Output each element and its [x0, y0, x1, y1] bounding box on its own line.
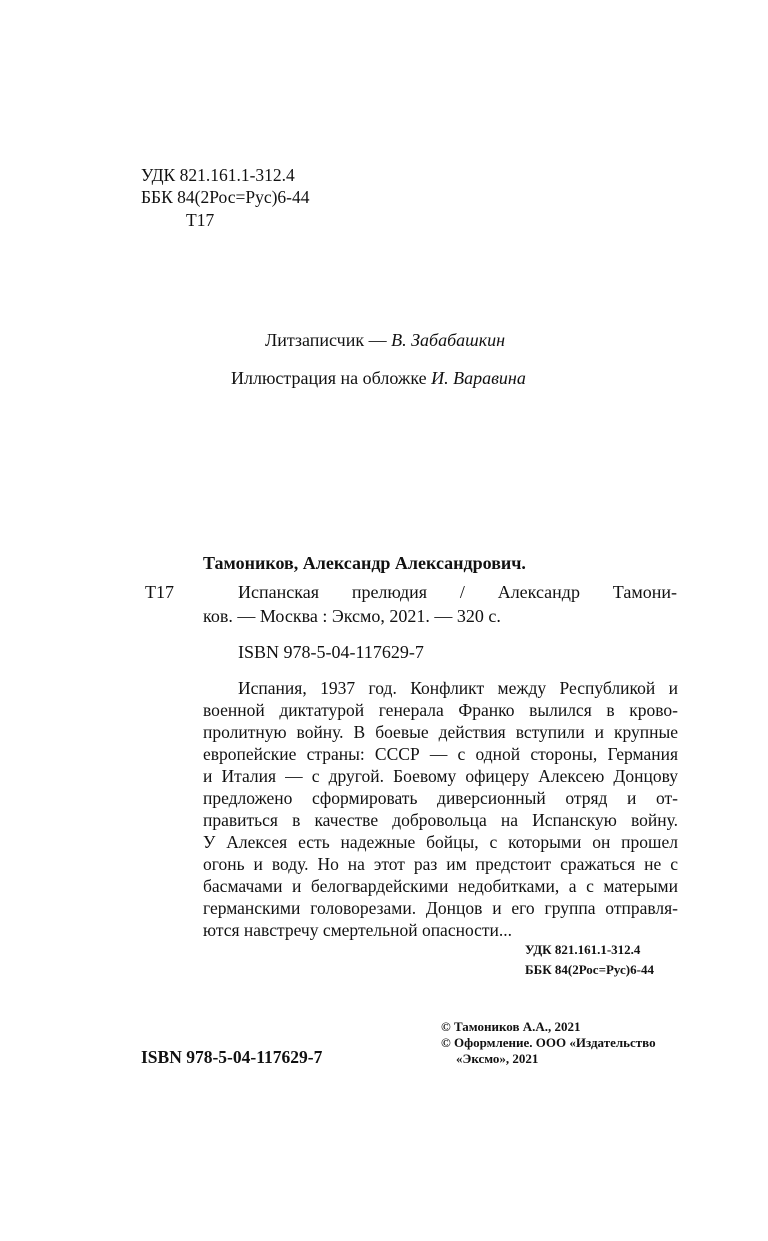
annotation-line: басмачами и белогвардейскими недобитками, а с матерыми	[203, 876, 678, 896]
annotation-line: пролитную войну. В боевые действия вступили и крупные	[203, 722, 678, 742]
annotation-line: У Алексея есть надежные бойцы, с которыми он прошел	[203, 832, 678, 852]
editor-prefix: Литзаписчик —	[265, 330, 392, 350]
udk-code: УДК 821.161.1-312.4	[141, 165, 295, 185]
footer-bbk: ББК 84(2Рос=Рус)6-44	[525, 962, 654, 977]
copyright-author: © Тамоников А.А., 2021	[441, 1019, 581, 1034]
catalog-isbn: ISBN 978-5-04-117629-7	[238, 642, 424, 662]
catalog-author-heading: Тамоников, Александр Александрович.	[203, 553, 526, 573]
annotation-line: Испания, 1937 год. Конфликт между Республикой и	[238, 678, 678, 698]
copyright-design: © Оформление. ООО «Издательство	[441, 1035, 656, 1050]
annotation-line: европейские страны: СССР — с одной стороны, Германия	[203, 744, 678, 764]
footer-isbn: ISBN 978-5-04-117629-7	[141, 1047, 323, 1067]
annotation-line: предложено сформировать диверсионный отряд и от-	[203, 788, 678, 808]
illustrator-name: И. Варавина	[431, 368, 526, 388]
annotation-line: и Италия — с другой. Боевому офицеру Алексею Донцову	[203, 766, 678, 786]
annotation-line: ются навстречу смертельной опасности...	[203, 920, 513, 940]
copyright-design-cont: «Эксмо», 2021	[456, 1051, 539, 1066]
bbk-code: ББК 84(2Рос=Рус)6-44	[141, 187, 310, 207]
illustrator-prefix: Иллюстрация на обложке	[231, 368, 432, 388]
annotation-line: правиться в качестве добровольца на Испанскую войну.	[203, 810, 678, 830]
catalog-title-line2: ков. — Москва : Эксмо, 2021. — 320 с.	[203, 606, 501, 626]
editor-credit	[265, 329, 505, 351]
catalog-title-line1: Испанская прелюдия / Александр Тамони-	[238, 582, 677, 602]
author-mark: Т17	[186, 210, 215, 230]
catalog-author-mark: Т17	[145, 582, 174, 602]
annotation-line: германскими головорезами. Донцов и его группа отправля-	[203, 898, 678, 918]
annotation-line: военной диктатурой генерала Франко вылился в крово-	[203, 700, 678, 720]
footer-udk: УДК 821.161.1-312.4	[525, 942, 641, 957]
illustrator-credit	[231, 367, 526, 389]
editor-name: В. Забабашкин	[391, 330, 506, 350]
annotation-line: огонь и воду. Но на этот раз им предстоит сражаться не с	[203, 854, 678, 874]
